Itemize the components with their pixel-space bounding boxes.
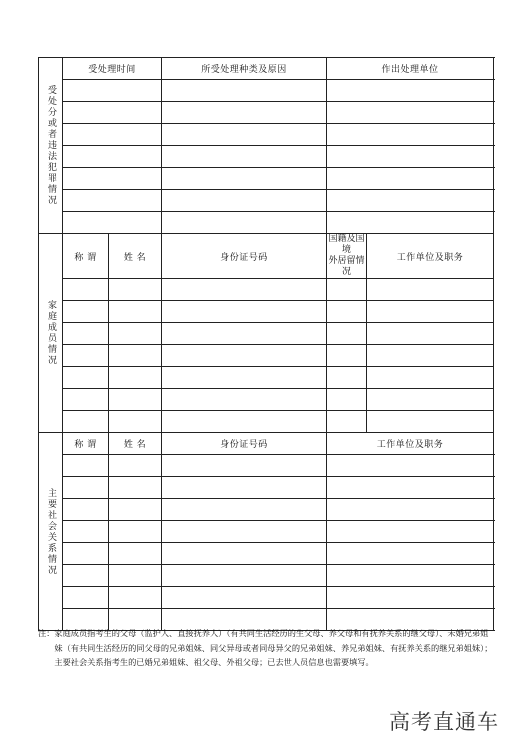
header-work-unit: 工作单位及职务 bbox=[367, 234, 494, 279]
input-cell[interactable] bbox=[63, 190, 162, 212]
section3-title: 主要社会关系情况 bbox=[39, 433, 63, 631]
input-cell[interactable] bbox=[63, 80, 162, 102]
table-row bbox=[39, 543, 494, 565]
input-cell[interactable] bbox=[327, 190, 494, 212]
input-cell[interactable] bbox=[327, 323, 367, 345]
section1-title: 受处分或者违法犯罪情况 bbox=[39, 58, 63, 234]
input-cell[interactable] bbox=[327, 102, 494, 124]
table-row bbox=[39, 146, 494, 168]
input-cell[interactable] bbox=[327, 543, 494, 565]
input-cell[interactable] bbox=[109, 565, 162, 587]
input-cell[interactable] bbox=[162, 367, 327, 389]
watermark: 高考直通车 bbox=[389, 710, 499, 734]
header-relation: 称 谓 bbox=[63, 433, 109, 455]
table-row bbox=[39, 389, 494, 411]
table-row bbox=[39, 190, 494, 212]
input-cell[interactable] bbox=[162, 389, 327, 411]
table-row bbox=[39, 168, 494, 190]
input-cell[interactable] bbox=[162, 565, 327, 587]
input-cell[interactable] bbox=[63, 323, 109, 345]
input-cell[interactable] bbox=[327, 146, 494, 168]
input-cell[interactable] bbox=[162, 279, 327, 301]
table-row bbox=[39, 323, 494, 345]
footnote-label: 注： bbox=[38, 628, 55, 638]
table-row bbox=[39, 367, 494, 389]
input-cell[interactable] bbox=[63, 279, 109, 301]
input-cell[interactable] bbox=[63, 124, 162, 146]
table-row bbox=[39, 477, 494, 499]
table-row bbox=[39, 565, 494, 587]
input-cell[interactable] bbox=[63, 477, 109, 499]
table-row bbox=[39, 587, 494, 609]
input-cell[interactable] bbox=[327, 411, 367, 433]
input-cell[interactable] bbox=[327, 565, 494, 587]
input-cell[interactable] bbox=[109, 301, 162, 323]
info-table bbox=[38, 57, 494, 631]
header-nationality: 国籍及国境 外居留情况 bbox=[328, 234, 365, 277]
input-cell[interactable] bbox=[327, 124, 494, 146]
section3-header-row bbox=[39, 433, 494, 455]
input-cell[interactable] bbox=[109, 587, 162, 609]
header-id-number: 身份证号码 bbox=[162, 234, 327, 279]
input-cell[interactable] bbox=[63, 521, 109, 543]
input-cell[interactable] bbox=[109, 323, 162, 345]
header-time: 受处理时间 bbox=[63, 58, 162, 80]
input-cell[interactable] bbox=[327, 279, 367, 301]
input-cell[interactable] bbox=[63, 146, 162, 168]
input-cell[interactable] bbox=[162, 301, 327, 323]
input-cell[interactable] bbox=[63, 411, 109, 433]
table-row bbox=[39, 345, 494, 367]
input-cell[interactable] bbox=[63, 565, 109, 587]
input-cell[interactable] bbox=[109, 521, 162, 543]
input-cell[interactable] bbox=[327, 345, 367, 367]
input-cell[interactable] bbox=[327, 499, 494, 521]
input-cell[interactable] bbox=[162, 190, 327, 212]
table-row bbox=[39, 455, 494, 477]
input-cell[interactable] bbox=[109, 389, 162, 411]
input-cell[interactable] bbox=[109, 543, 162, 565]
input-cell[interactable] bbox=[63, 499, 109, 521]
input-cell[interactable] bbox=[109, 455, 162, 477]
input-cell[interactable] bbox=[162, 212, 327, 234]
input-cell[interactable] bbox=[367, 345, 494, 367]
input-cell[interactable] bbox=[162, 146, 327, 168]
input-cell[interactable] bbox=[63, 345, 109, 367]
input-cell[interactable] bbox=[109, 279, 162, 301]
input-cell[interactable] bbox=[162, 543, 327, 565]
table-row bbox=[39, 80, 494, 102]
input-cell[interactable] bbox=[162, 477, 327, 499]
input-cell[interactable] bbox=[63, 389, 109, 411]
input-cell[interactable] bbox=[109, 345, 162, 367]
input-cell[interactable] bbox=[63, 367, 109, 389]
input-cell[interactable] bbox=[327, 587, 494, 609]
table-row bbox=[39, 521, 494, 543]
table-row bbox=[39, 411, 494, 433]
input-cell[interactable] bbox=[162, 455, 327, 477]
input-cell[interactable] bbox=[367, 389, 494, 411]
input-cell[interactable] bbox=[63, 168, 162, 190]
input-cell[interactable] bbox=[327, 521, 494, 543]
input-cell[interactable] bbox=[162, 587, 327, 609]
input-cell[interactable] bbox=[327, 367, 367, 389]
header-type-reason: 所受处理种类及原因 bbox=[162, 58, 327, 80]
input-cell[interactable] bbox=[63, 543, 109, 565]
header-relation: 称 谓 bbox=[63, 234, 109, 279]
input-cell[interactable] bbox=[109, 411, 162, 433]
table-row bbox=[39, 124, 494, 146]
section2-header-row bbox=[39, 234, 494, 279]
input-cell[interactable] bbox=[162, 80, 327, 102]
input-cell[interactable] bbox=[63, 301, 109, 323]
input-cell[interactable] bbox=[162, 345, 327, 367]
input-cell[interactable] bbox=[63, 587, 109, 609]
input-cell[interactable] bbox=[63, 102, 162, 124]
input-cell[interactable] bbox=[327, 168, 494, 190]
table-row bbox=[39, 279, 494, 301]
input-cell[interactable] bbox=[367, 301, 494, 323]
table-row bbox=[39, 301, 494, 323]
section1-header-row bbox=[39, 58, 494, 80]
input-cell[interactable] bbox=[162, 499, 327, 521]
input-cell[interactable] bbox=[109, 367, 162, 389]
input-cell[interactable] bbox=[109, 477, 162, 499]
input-cell[interactable] bbox=[327, 301, 367, 323]
input-cell[interactable] bbox=[162, 521, 327, 543]
input-cell[interactable] bbox=[327, 389, 367, 411]
input-cell[interactable] bbox=[327, 455, 494, 477]
input-cell[interactable] bbox=[367, 367, 494, 389]
header-name: 姓 名 bbox=[109, 433, 162, 455]
footnote bbox=[38, 626, 496, 670]
input-cell[interactable] bbox=[367, 323, 494, 345]
input-cell[interactable] bbox=[162, 411, 327, 433]
input-cell[interactable] bbox=[327, 212, 494, 234]
input-cell[interactable] bbox=[162, 102, 327, 124]
section2-title: 家庭成员情况 bbox=[39, 234, 63, 433]
input-cell[interactable] bbox=[63, 455, 109, 477]
input-cell[interactable] bbox=[162, 168, 327, 190]
input-cell[interactable] bbox=[327, 80, 494, 102]
header-work-unit: 工作单位及职务 bbox=[327, 433, 494, 455]
input-cell[interactable] bbox=[162, 323, 327, 345]
input-cell[interactable] bbox=[367, 411, 494, 433]
footnote-text: 家庭成员指考生的父母（监护人、直接抚养人）（有共同生活经历的生父母、养父母和有抚养关系的继父母）、未婚兄弟姐妹（有共同生活经历的同父母的兄弟姐妹、同父异母或者同母异父的兄弟姐妹、养兄弟姐妹、有抚养关系的继兄弟姐妹）；主要社会关系指考生的已婚兄弟姐妹、祖父母、外祖父母；已去世人员信息也需要填写。 bbox=[54, 628, 493, 668]
table-row bbox=[39, 212, 494, 234]
header-id-number: 身份证号码 bbox=[162, 433, 327, 455]
input-cell[interactable] bbox=[63, 212, 162, 234]
input-cell[interactable] bbox=[367, 279, 494, 301]
table-row bbox=[39, 499, 494, 521]
header-name: 姓 名 bbox=[109, 234, 162, 279]
table-row bbox=[39, 102, 494, 124]
input-cell[interactable] bbox=[109, 499, 162, 521]
form-sheet bbox=[38, 57, 494, 631]
header-unit: 作出处理单位 bbox=[327, 58, 494, 80]
input-cell[interactable] bbox=[162, 124, 327, 146]
input-cell[interactable] bbox=[327, 477, 494, 499]
